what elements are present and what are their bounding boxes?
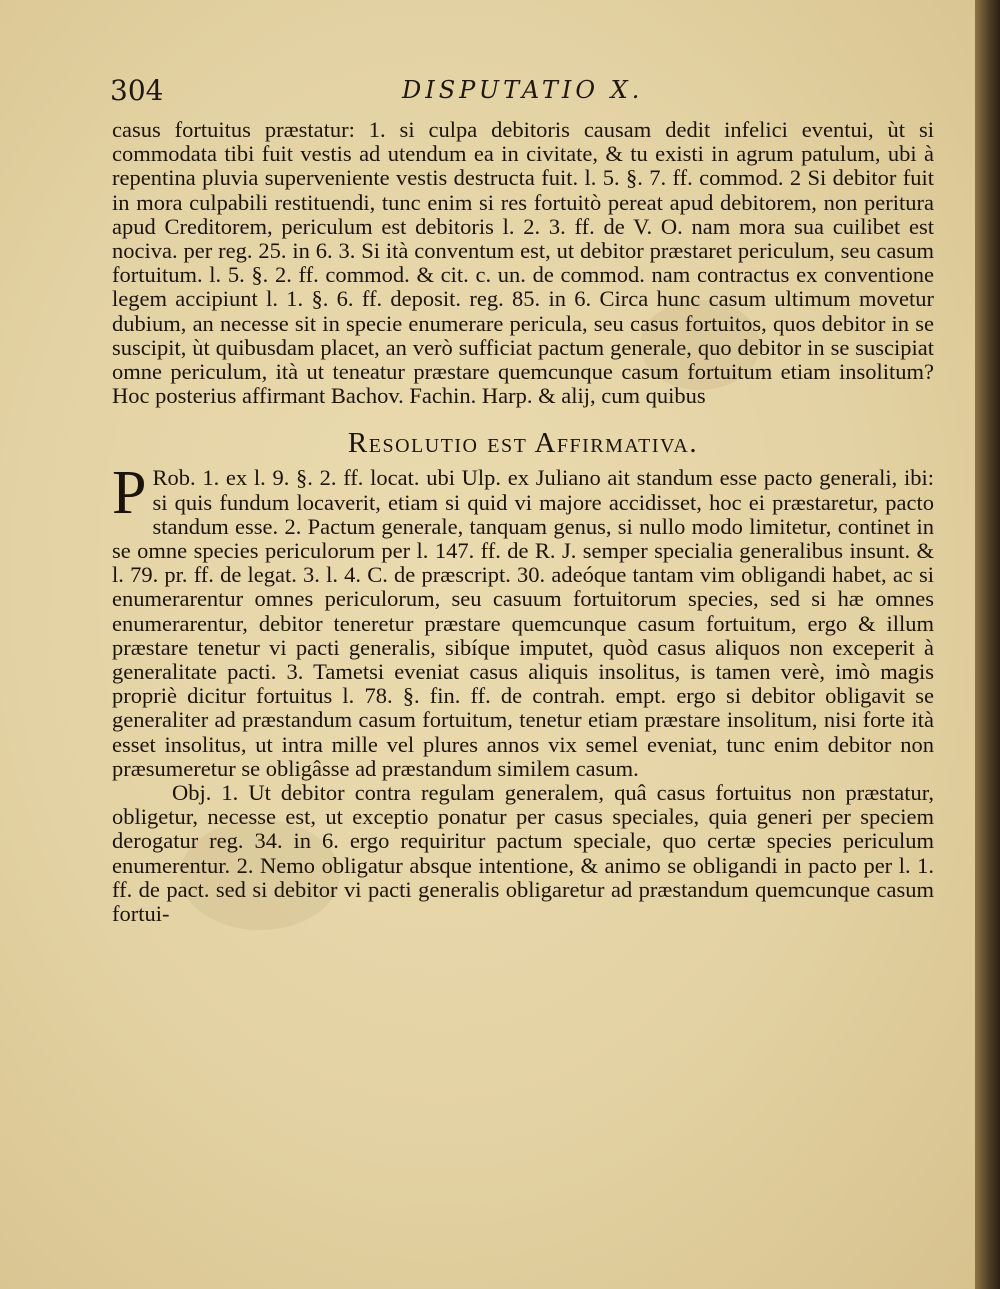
paragraph-3: Obj. 1. Ut debitor contra regulam generalem, quâ casus fortuitus non præstatur, obligetur, necesse est, ut exceptio ponatur per casus speciales, quia generi per speciem derogatur reg. 34. in 6. ergo requiritur pactum speciale, quo certæ species periculum enumerentur. 2. Nemo obligatur absque intentione, & animo se obligandi in pacto per l. 1. ff. de pact. sed si debitor vi pacti generalis obligaretur ad præstandum quemcunque casum fortui- xyxy=(112,780,934,927)
page-header xyxy=(110,74,940,114)
paragraph-1: casus fortuitus præstatur: 1. si culpa debitoris causam dedit infelici eventui, ùt si commodata tibi fuit vestis ad utendum ea in civitate, & tu existi in agrum patulum, ubi à repentina pluvia superveniente vestis destructa fuit. l. 5. §. 7. ff. commod. 2 Si debitor fuit in mora culpabili restituendi, tunc enim si res fortuitò pereat apud debitorem, non peritura apud Creditorem, periculum est debitoris l. 2. 3. ff. de V. O. nam mora sua cuilibet est nociva. per reg. 25. in 6. 3. Si ità conventum est, ut debitor præstaret periculum, seu casum fortuitum. l. 5. §. 2. ff. commod. & cit. c. un. de commod. nam contractus ex conventione legem accipiunt l. 1. §. 6. ff. deposit. reg. 85. in 6. Circa hunc casum ultimum movetur dubium, an necesse sit in specie enumerare pericula, seu casus fortuitos, quos debitor in se suscipit, ùt quibusdam placet, an verò sufficiat pactum generale, quo debitor in se suscipiat omne periculum, ità ut teneatur præstare quemcunque casum fortuitum etiam insolitum? Hoc posterius affirmant Bachov. Fachin. Harp. & alij, cum quibus xyxy=(112,117,934,409)
drop-cap: P xyxy=(112,459,147,528)
section-heading: Resolutio est Affirmativa. xyxy=(347,427,699,460)
paragraph-2 xyxy=(112,459,934,781)
main-text xyxy=(112,118,934,926)
paragraph-2-text: Rob. 1. ex l. 9. §. 2. ff. locat. ubi Ulp. ex Juliano ait standum esse pacto generali, ibi: si quis fundum locaverit, etiam si quid vi majore accidisset, hoc ei præstaretur, pacto standum esse. 2. Pactum generale, tanquam genus, si nullo modo limitetur, continet in se omne species periculorum per l. 147. ff. de R. J. semper specialia generalibus insunt. & l. 79. pr. ff. de legat. 3. l. 4. C. de præscript. 30. adeóque tantam vim obligandi habet, ac si enumerarentur omnes periculorum, seu casuum fortuitorum species, sed si hæ omnes enumerarentur, debitor teneretur præstare quemcunque casum fortuitum, ergo & illum præstare tenetur vi pacti generalis, sibíque imputet, quòd casus aliquos non exceperit à generalitate pacti. 3. Tametsi eveniat casus aliquis insolitus, is tamen verè, imò magis propriè dicitur fortuitus l. 78. §. fin. ff. de contrah. empt. ergo si debitor obligavit se generaliter ad præstandum casum fortuitum, tenetur etiam præstare insolitum, nisi forte ità esset insolitus, ut intra mille vel plures annos vix semel eveniat, tunc enim debitor non præsumeretur se obligâsse ad præstandum similem casum. xyxy=(112,465,934,781)
book-gutter xyxy=(975,0,1000,1289)
page-number: 304 xyxy=(110,74,164,107)
running-title: DISPUTATIO X. xyxy=(402,76,644,104)
